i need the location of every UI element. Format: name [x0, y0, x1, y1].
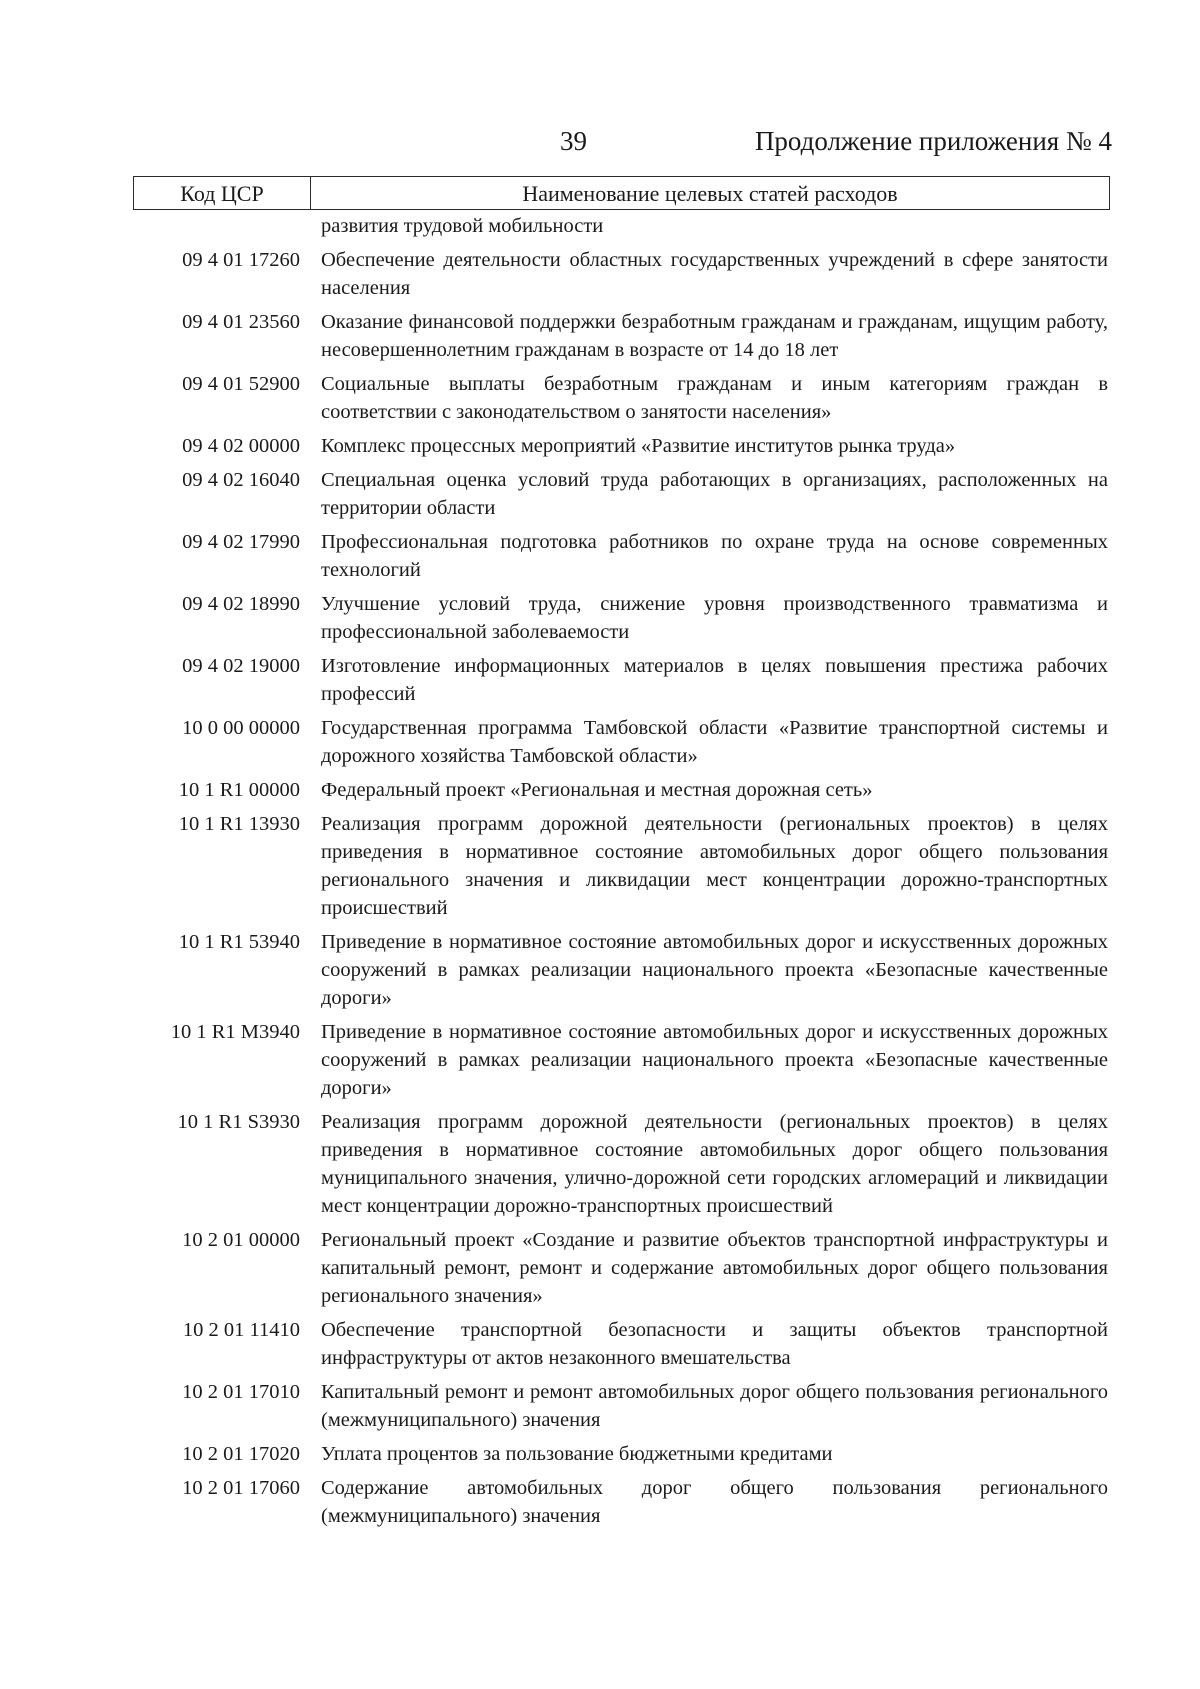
row-code: 09 4 01 23560 [182, 311, 300, 333]
row-code: 10 1 R1 00000 [178, 779, 300, 801]
row-code: 10 2 01 11410 [182, 1319, 300, 1341]
row-code: 09 4 02 16040 [182, 469, 300, 491]
row-name: Уплата процентов за пользование бюджетными кредитами [321, 1443, 833, 1465]
table-row [133, 652, 1110, 708]
row-code: 09 4 02 00000 [182, 435, 300, 457]
row-name: Специальная оценка условий труда работающих в организациях, расположенных на территории области [321, 469, 1108, 519]
table-body [133, 212, 1110, 1536]
table-row [133, 810, 1110, 922]
table-row [133, 1440, 1110, 1468]
row-name: Федеральный проект «Региональная и местная дорожная сеть» [321, 779, 873, 801]
row-name: Комплекс процессных мероприятий «Развитие институтов рынка труда» [321, 435, 956, 457]
table-header [133, 176, 1110, 210]
table-row [133, 776, 1110, 804]
row-code: 09 4 02 19000 [182, 655, 300, 677]
table-row [133, 308, 1110, 364]
row-name: Содержание автомобильных дорог общего пользования регионального (межмуниципального) значения [321, 1477, 1108, 1527]
row-name: Реализация программ дорожной деятельности (региональных проектов) в целях приведения в нормативное состояние автомобильных дорог общего пользования регионального значения и ликвидации мест концентрации дорожно-транспортных происшествий [321, 813, 1108, 919]
row-name: Обеспечение транспортной безопасности и защиты объектов транспортной инфраструктуры от актов незаконного вмешательства [321, 1319, 1108, 1369]
row-name: Реализация программ дорожной деятельности (региональных проектов) в целях приведения в нормативное состояние автомобильных дорог общего пользования муниципального значения, улично-дорожной сети городских агломераций и ликвидации мест концентрации дорожно-транспортных происшествий [321, 1111, 1108, 1217]
table-row [133, 1226, 1110, 1310]
table-row [133, 1474, 1110, 1530]
row-code: 10 1 R1 13930 [178, 813, 300, 835]
table-row [133, 714, 1110, 770]
header-code: Код ЦСР [134, 177, 311, 209]
header-name: Наименование целевых статей расходов [522, 181, 898, 206]
row-name: Приведение в нормативное состояние автомобильных дорог и искусственных дорожных сооружений в рамках реализации национального проекта «Безопасные качественные дороги» [321, 931, 1108, 1009]
row-name: развития трудовой мобильности [321, 215, 604, 237]
row-name: Изготовление информационных материалов в целях повышения престижа рабочих профессий [321, 655, 1108, 705]
table-row [133, 1018, 1110, 1102]
row-code: 09 4 01 52900 [182, 373, 300, 395]
row-name: Приведение в нормативное состояние автомобильных дорог и искусственных дорожных сооружений в рамках реализации национального проекта «Безопасные качественные дороги» [321, 1021, 1108, 1099]
table-row [133, 1108, 1110, 1220]
row-code: 09 4 01 17260 [182, 249, 300, 271]
row-name: Государственная программа Тамбовской области «Развитие транспортной системы и дорожного хозяйства Тамбовской области» [321, 717, 1108, 767]
row-code: 09 4 02 18990 [182, 593, 300, 615]
row-code: 09 4 02 17990 [182, 531, 300, 553]
table-row [133, 466, 1110, 522]
table-row [133, 528, 1110, 584]
row-name: Оказание финансовой поддержки безработным гражданам и гражданам, ищущим работу, несовершеннолетним гражданам в возрасте от 14 до 18 лет [321, 311, 1108, 361]
table-row [133, 212, 1110, 240]
row-name: Профессиональная подготовка работников по охране труда на основе современных технологий [321, 531, 1108, 581]
row-code: 10 2 01 17010 [182, 1381, 300, 1403]
row-code: 10 2 01 17060 [182, 1477, 300, 1499]
row-name: Региональный проект «Создание и развитие объектов транспортной инфраструктуры и капитальный ремонт, ремонт и содержание автомобильных дорог общего пользования регионального значения» [321, 1229, 1108, 1307]
row-name: Обеспечение деятельности областных государственных учреждений в сфере занятости населения [321, 249, 1108, 299]
row-code: 10 1 R1 S3930 [177, 1111, 300, 1133]
table-row [133, 1316, 1110, 1372]
page-number: 39 [560, 126, 587, 156]
row-code: 10 2 01 17020 [182, 1443, 300, 1465]
table-row [133, 432, 1110, 460]
row-code: 10 1 R1 M3940 [170, 1021, 300, 1043]
table-row [133, 246, 1110, 302]
row-code: 10 1 R1 53940 [178, 931, 300, 953]
table-row [133, 928, 1110, 1012]
row-code: 10 0 00 00000 [182, 717, 300, 739]
row-name: Социальные выплаты безработным гражданам и иным категориям граждан в соответствии с законодательством о занятости населения» [321, 373, 1108, 423]
row-code: 10 2 01 00000 [182, 1229, 300, 1251]
table-row [133, 1378, 1110, 1434]
table-row [133, 590, 1110, 646]
continuation-label: Продолжение приложения № 4 [754, 126, 1112, 156]
table-row [133, 370, 1110, 426]
row-name: Капитальный ремонт и ремонт автомобильных дорог общего пользования регионального (межмуниципального) значения [321, 1381, 1108, 1431]
row-name: Улучшение условий труда, снижение уровня производственного травматизма и профессиональной заболеваемости [321, 593, 1108, 643]
